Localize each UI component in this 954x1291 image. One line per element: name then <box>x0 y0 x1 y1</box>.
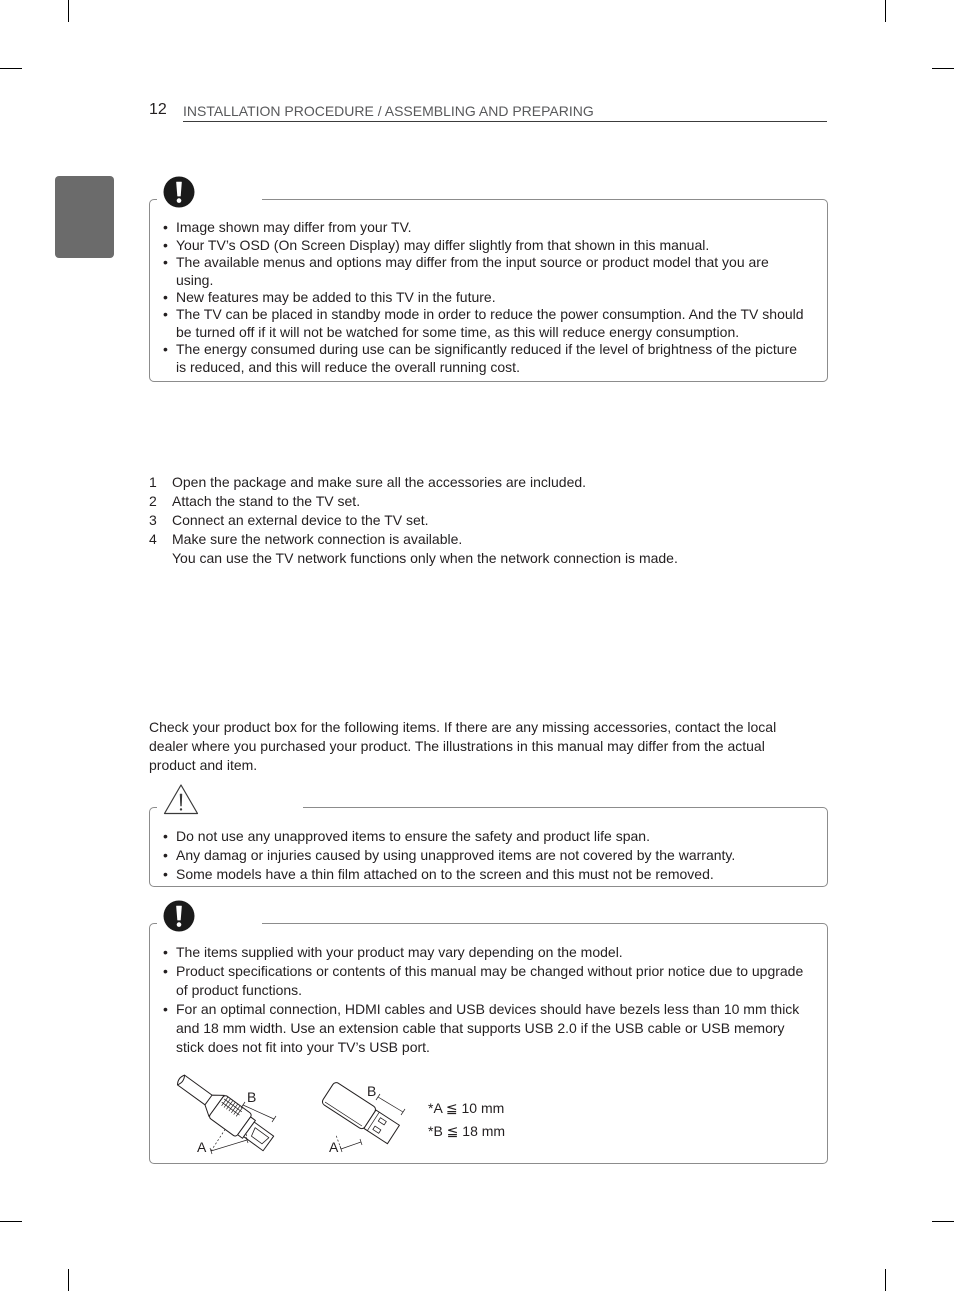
exclamation-circle-icon <box>163 900 195 932</box>
warning-triangle-icon <box>162 782 200 816</box>
step-number: 2 <box>149 492 157 509</box>
page-number: 12 <box>149 101 167 118</box>
list-item-line: • For an optimal connection, HDMI cables and USB devices should have bezels less than 10 mm thick <box>176 1000 800 1017</box>
list-item <box>163 306 804 341</box>
crop-mark <box>68 1269 69 1291</box>
list-item <box>163 341 804 376</box>
list-item <box>163 289 804 306</box>
list-item-line: • New features may be added to this TV in the future. <box>176 288 496 305</box>
paragraph-line: dealer where you purchased your product. The illustrations in this manual may differ from the actual <box>149 737 765 754</box>
crop-mark <box>68 0 69 22</box>
hdmi-label-b: B <box>247 1089 257 1105</box>
step-item <box>149 492 678 511</box>
step-number: 3 <box>149 511 157 528</box>
spec-b: *B ≦ 18 mm <box>428 1122 506 1139</box>
list-item-line: • The TV can be placed in standby mode in order to reduce the power consumption. And the TV should <box>176 306 804 323</box>
crop-mark <box>932 1221 954 1222</box>
hdmi-connector-drawing <box>171 1068 276 1155</box>
accessories-intro <box>149 718 776 775</box>
caution-list <box>163 827 735 884</box>
side-tab <box>55 176 114 258</box>
list-item-line: and 18 mm width. Use an extension cable that supports USB 2.0 if the USB cable or USB memory <box>176 1019 785 1036</box>
list-item-line: • Any damag or injuries caused by using unapproved items are not covered by the warranty. <box>176 846 736 863</box>
paragraph-line: Check your product box for the following items. If there are any missing accessories, contact the local <box>149 718 777 735</box>
list-item <box>163 219 804 236</box>
list-item-line: is reduced, and this will reduce the overall running cost. <box>176 358 520 375</box>
note-bottom-list <box>163 943 803 1057</box>
note-top-list <box>163 219 804 376</box>
list-item-line: • The available menus and options may differ from the input source or product model that you are <box>176 254 769 271</box>
list-item-line: be turned off if it will not be watched for some time, as this will reduce energy consumption. <box>176 323 740 340</box>
list-item-line: • The energy consumed during use can be significantly reduced if the level of brightness of the picture <box>176 341 798 358</box>
crop-mark <box>0 1221 22 1222</box>
list-item-line: • Image shown may differ from your TV. <box>176 219 412 236</box>
list-item-line: • The items supplied with your product may vary depending on the model. <box>176 943 623 960</box>
step-number: 1 <box>149 473 157 490</box>
crop-mark <box>885 0 886 22</box>
list-item <box>163 254 804 289</box>
step-text: You can use the TV network functions only when the network connection is made. <box>172 549 678 566</box>
list-item-line: using. <box>176 271 214 288</box>
list-item <box>163 237 804 254</box>
usb-device-drawing <box>321 1081 401 1145</box>
connector-spec <box>428 1097 505 1143</box>
step-item <box>149 511 678 530</box>
installation-steps <box>149 473 678 568</box>
step-text: Attach the stand to the TV set. <box>172 492 361 509</box>
crop-mark <box>932 68 954 69</box>
crop-mark <box>0 68 22 69</box>
spec-a: *A ≦ 10 mm <box>428 1099 505 1116</box>
list-item <box>163 943 803 962</box>
list-item <box>163 865 735 884</box>
list-item <box>163 827 735 846</box>
list-item-line: of product functions. <box>176 981 303 998</box>
list-item-line: • Your TV’s OSD (On Screen Display) may differ slightly from that shown in this manual. <box>176 236 710 253</box>
step-text: Make sure the network connection is available. <box>172 530 463 547</box>
step-number: 4 <box>149 530 157 547</box>
paragraph-line: product and item. <box>149 756 258 773</box>
list-item-line: stick does not fit into your TV’s USB port. <box>176 1038 430 1055</box>
section-title: INSTALLATION PROCEDURE / ASSEMBLING AND PREPARING <box>183 103 594 119</box>
hdmi-label-a: A <box>197 1139 207 1155</box>
step-text: Open the package and make sure all the accessories are included. <box>172 473 587 490</box>
connector-size-figure <box>170 1068 420 1163</box>
usb-label-b: B <box>367 1083 377 1099</box>
crop-mark <box>885 1269 886 1291</box>
list-item-line: • Some models have a thin film attached on to the screen and this must not be removed. <box>176 865 714 882</box>
list-item <box>163 846 735 865</box>
header-rule <box>183 121 827 122</box>
list-item <box>163 962 803 1000</box>
list-item-line: • Do not use any unapproved items to ensure the safety and product life span. <box>176 827 650 844</box>
list-item <box>163 1000 803 1057</box>
exclamation-circle-icon <box>163 176 195 208</box>
step-text: Connect an external device to the TV set. <box>172 511 429 528</box>
usb-label-a: A <box>329 1139 339 1155</box>
list-item-line: • Product specifications or contents of this manual may be changed without prior notice due to upgrade <box>176 962 804 979</box>
step-item <box>149 473 678 492</box>
step-item <box>149 530 678 568</box>
